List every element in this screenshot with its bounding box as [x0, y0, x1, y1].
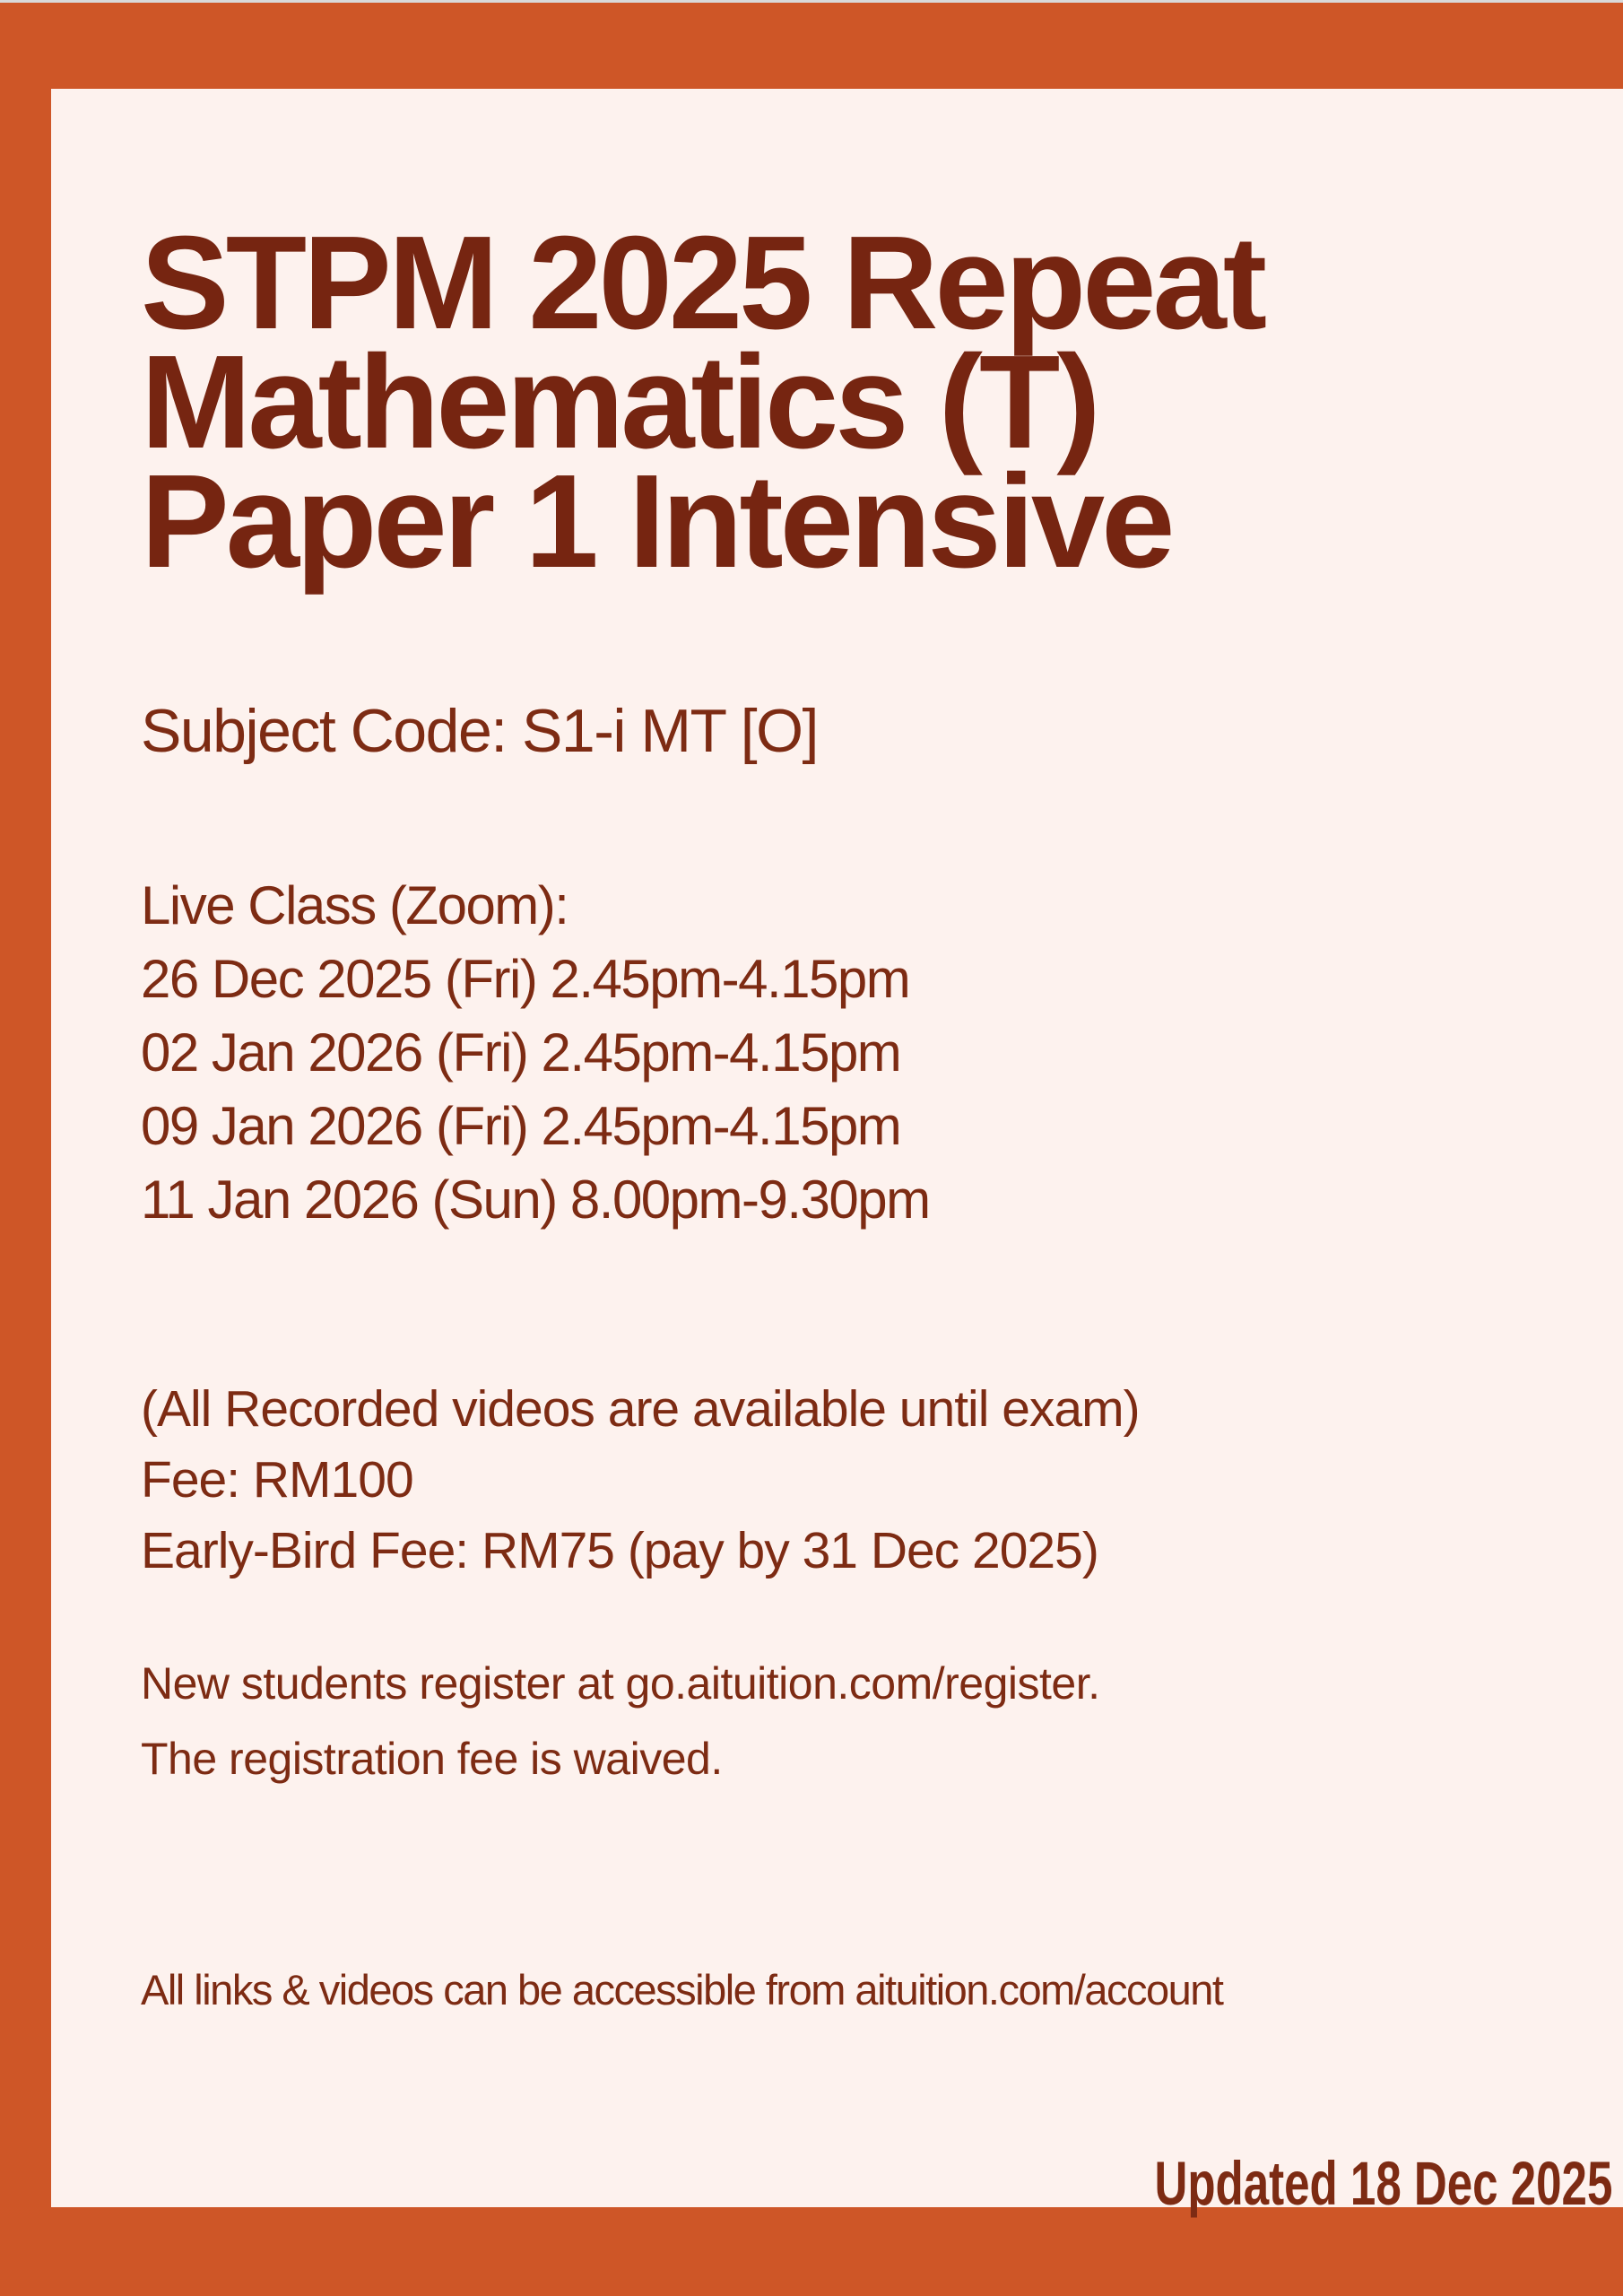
updated-date-text: Updated 18 Dec 2025 — [1154, 2149, 1612, 2218]
subject-code: Subject Code: S1-i MT [O] — [141, 697, 818, 765]
recording-note: (All Recorded videos are available until exam) — [141, 1380, 1140, 1438]
page-title-line-1: STPM 2025 Repeat — [141, 209, 1264, 357]
schedule-session: 11 Jan 2026 (Sun) 8.00pm-9.30pm — [141, 1170, 930, 1230]
frame-bottom-band — [0, 2207, 1623, 2296]
fee-line: Fee: RM100 — [141, 1451, 413, 1509]
page-title-line-3: Paper 1 Intensive — [141, 448, 1172, 596]
early-bird-fee-line: Early-Bird Fee: RM75 (pay by 31 Dec 2025) — [141, 1522, 1098, 1579]
registration-line-2: The registration fee is waived. — [141, 1734, 723, 1784]
page-title-line-2: Mathematics (T) — [141, 328, 1098, 476]
page-title — [141, 209, 1264, 596]
registration-line-1: New students register at go.aituition.com/register. — [141, 1658, 1100, 1709]
schedule-session: 26 Dec 2025 (Fri) 2.45pm-4.15pm — [141, 949, 910, 1009]
schedule-heading: Live Class (Zoom): — [141, 875, 568, 935]
top-hairline — [0, 0, 1623, 3]
schedule-session: 09 Jan 2026 (Fri) 2.45pm-4.15pm — [141, 1096, 901, 1156]
schedule-session: 02 Jan 2026 (Fri) 2.45pm-4.15pm — [141, 1022, 901, 1083]
footer-note: All links & videos can be accessible from aituition.com/account — [141, 1966, 1223, 2013]
fee-info — [141, 1374, 1140, 1587]
class-schedule — [141, 869, 930, 1237]
updated-date — [994, 2148, 1612, 2219]
frame-left-band — [0, 0, 51, 2296]
registration-info — [141, 1646, 1099, 1796]
frame-top-band — [0, 0, 1623, 89]
